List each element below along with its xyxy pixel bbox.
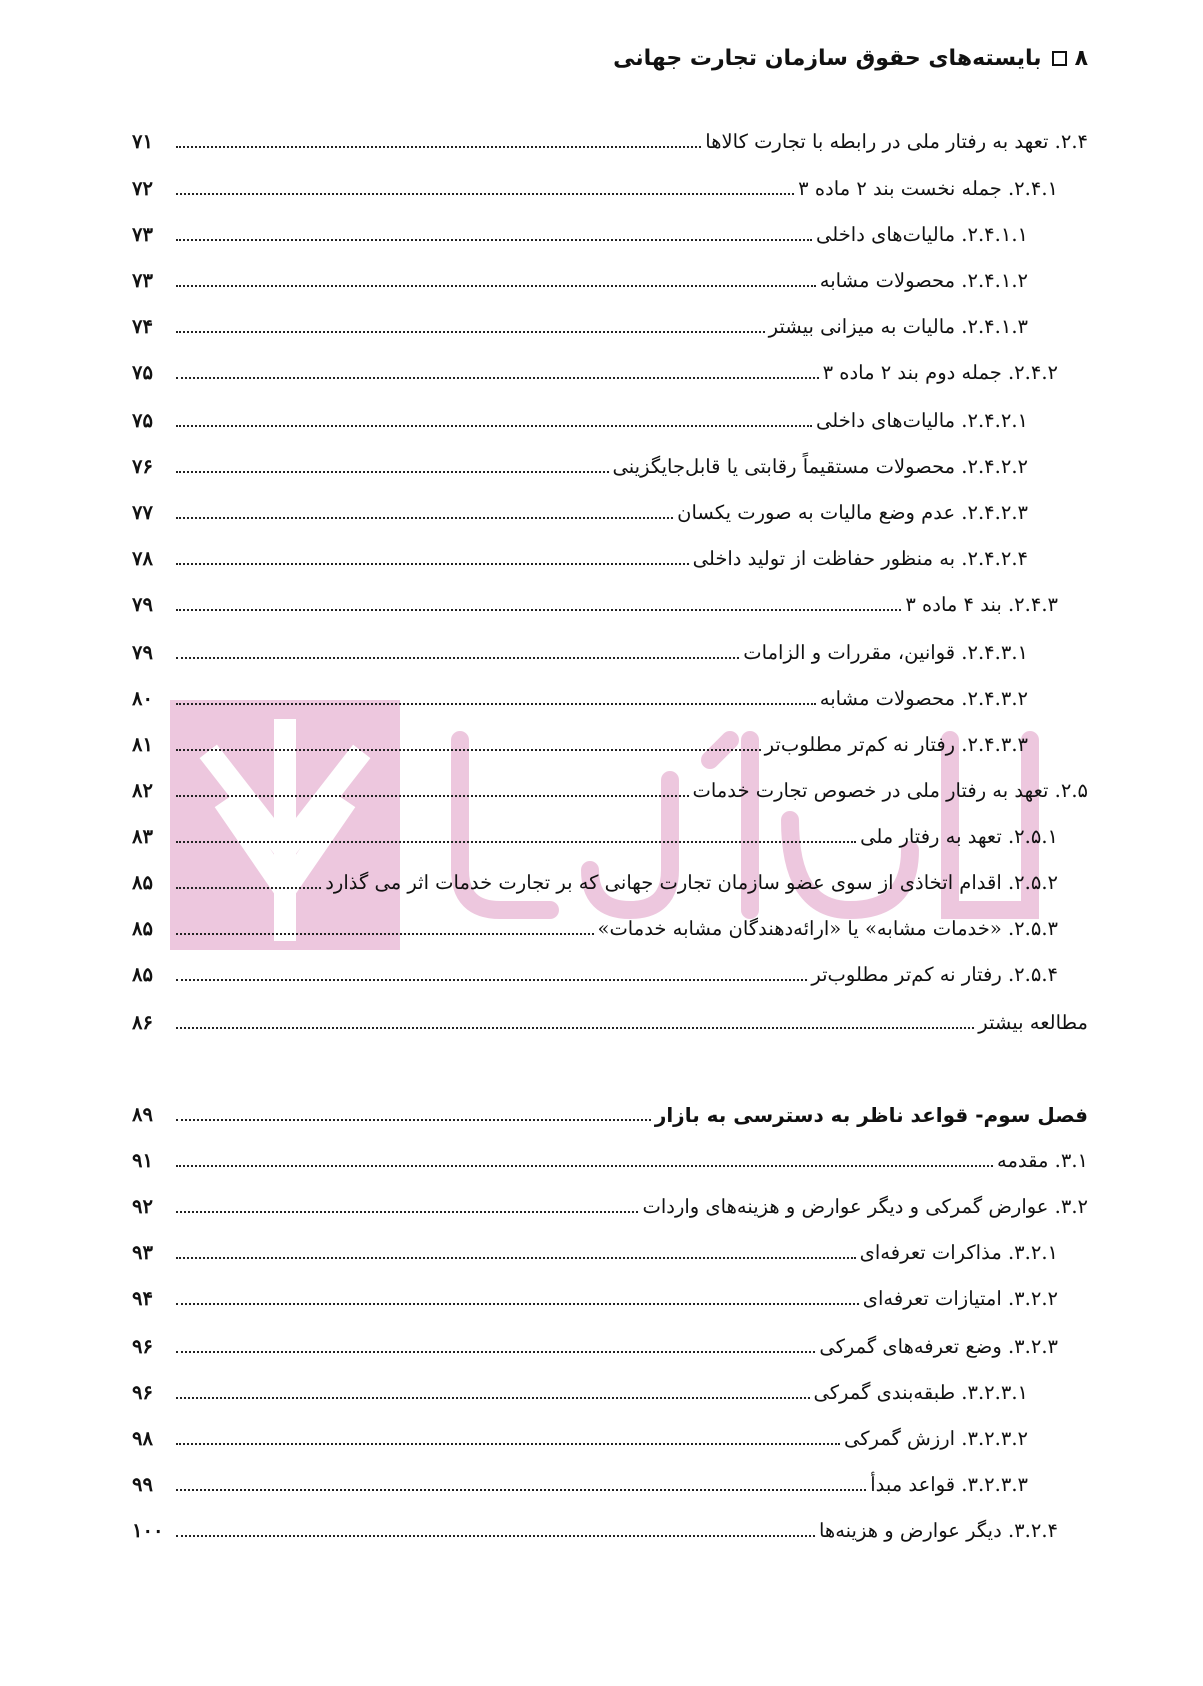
toc-entry-title: ۲.۴.۱.۳. مالیات به میزانی بیشتر: [768, 315, 1028, 338]
dot-leader: [176, 1257, 856, 1259]
toc-entry: [132, 352, 1088, 386]
dot-leader: [176, 1489, 866, 1491]
toc-entry-page: ۸۳: [132, 825, 153, 848]
toc-entry-page: ۹۴: [132, 1287, 153, 1310]
toc-entry-title: ۲.۴.۱.۱. مالیات‌های داخلی: [816, 223, 1028, 246]
toc-entry: [132, 1140, 1088, 1174]
toc-entry-page: ۹۲: [132, 1195, 153, 1218]
dot-leader: [176, 1165, 993, 1167]
dot-leader: [176, 1535, 815, 1537]
toc-entry-title: ۲.۴.۳.۳. رفتار نه کم‌تر مطلوب‌تر: [764, 733, 1028, 756]
toc-entry: [132, 678, 1088, 712]
toc-entry-page: ۹۹: [132, 1473, 153, 1496]
dot-leader: [176, 1443, 840, 1445]
toc-entry-page: ۷۹: [132, 641, 153, 664]
toc-entry: [132, 400, 1088, 434]
dot-leader: [176, 1119, 651, 1121]
toc-entry-page: ۷۱: [132, 130, 153, 153]
toc-entry: [132, 908, 1088, 942]
dot-leader: [176, 239, 812, 241]
toc-entry: [132, 446, 1088, 480]
book-title: بایسته‌های حقوق سازمان تجارت جهانی: [613, 46, 1042, 71]
toc-entry: [132, 1094, 1088, 1128]
toc-entry-title: ۲.۴.۳.۱. قوانین، مقررات و الزامات: [743, 641, 1028, 664]
toc-entry-page: ۷۸: [132, 547, 153, 570]
toc-entry-page: ۹۶: [132, 1335, 153, 1358]
dot-leader: [176, 331, 765, 333]
toc-entry: [132, 1002, 1088, 1036]
toc-entry-page: ۸۵: [132, 917, 153, 940]
dot-leader: [176, 1351, 815, 1353]
dot-leader: [176, 703, 816, 705]
dot-leader: [176, 377, 819, 379]
toc-entry: [132, 492, 1088, 526]
dot-leader: [176, 563, 689, 565]
dot-leader: [176, 749, 761, 751]
toc-entry-page: ۷۷: [132, 501, 153, 524]
toc-entry-title: ۲.۴.۳.۲. محصولات مشابه: [819, 687, 1028, 710]
toc-entry-page: ۸۱: [132, 733, 153, 756]
toc-entry: [132, 632, 1088, 666]
toc-entry: [132, 816, 1088, 850]
toc-entry-title: ۲.۵.۱. تعهد به رفتار ملی: [860, 825, 1058, 848]
toc-entry-title: ۲.۴. تعهد به رفتار ملی در رابطه با تجارت کالاها: [705, 130, 1088, 153]
dot-leader: [176, 979, 807, 981]
dot-leader: [176, 193, 794, 195]
toc-entry-title: ۲.۵.۴. رفتار نه کم‌تر مطلوب‌تر: [811, 963, 1058, 986]
toc-entry-page: ۷۹: [132, 593, 153, 616]
toc-entry: [132, 1372, 1088, 1406]
toc-entry-page: ۸۶: [132, 1011, 153, 1034]
toc-entry-page: ۸۲: [132, 779, 153, 802]
toc-entry: [132, 584, 1088, 618]
toc-entry-title: ۳.۲. عوارض گمرکی و دیگر عوارض و هزینه‌های واردات: [642, 1195, 1088, 1218]
toc-entry: [132, 770, 1088, 804]
toc-entry-page: ۸۰: [132, 687, 153, 710]
toc-entry-page: ۷۴: [132, 315, 153, 338]
toc-entry-page: ۸۹: [132, 1103, 153, 1126]
toc-entry: [132, 1278, 1088, 1312]
toc-entry-page: ۷۶: [132, 455, 153, 478]
toc-entry-title: مطالعه بیشتر: [978, 1011, 1088, 1034]
toc-entry-page: ۸۵: [132, 963, 153, 986]
toc-entry-title: ۲.۴.۲. جمله دوم بند ۲ ماده ۳: [822, 361, 1058, 384]
toc-entry: [132, 1418, 1088, 1452]
dot-leader: [176, 933, 594, 935]
toc-entry-page: ۷۵: [132, 409, 153, 432]
dot-leader: [176, 285, 816, 287]
toc-entry: [132, 214, 1088, 248]
toc-entry: [132, 1510, 1088, 1544]
toc-entry-page: ۹۳: [132, 1241, 153, 1264]
dot-leader: [176, 425, 812, 427]
toc-entry: [132, 1464, 1088, 1498]
toc-entry-page: ۹۸: [132, 1427, 153, 1450]
dot-leader: [176, 1027, 974, 1029]
toc-entry-title: ۳.۲.۳. وضع تعرفه‌های گمرکی: [819, 1335, 1058, 1358]
toc-entry-title: ۲.۵.۳. «خدمات مشابه» یا «ارائه‌دهندگان مشابه خدمات»: [597, 917, 1058, 940]
dot-leader: [176, 609, 901, 611]
toc-entry-title: ۳.۲.۲. امتیازات تعرفه‌ای: [862, 1287, 1058, 1310]
dot-leader: [176, 841, 856, 843]
toc-entry-title: ۲.۵.۲. اقدام اتخاذی از سوی عضو سازمان تجارت جهانی که بر تجارت خدمات اثر می گذارد: [325, 871, 1058, 894]
toc-entry-title: ۲.۵. تعهد به رفتار ملی در خصوص تجارت خدمات: [692, 779, 1088, 802]
toc-entry-title: ۲.۴.۱.۲. محصولات مشابه: [819, 269, 1028, 292]
toc-entry-title: ۳.۲.۳.۱. طبقه‌بندی گمرکی: [813, 1381, 1028, 1404]
dot-leader: [176, 1211, 638, 1213]
dot-leader: [176, 657, 739, 659]
toc-entry: [132, 306, 1088, 340]
toc-entry: [132, 168, 1088, 202]
toc-entry-page: ۱۰۰: [132, 1519, 164, 1542]
toc-entry-title: ۳.۲.۳.۳. قواعد مبدأ: [870, 1473, 1028, 1496]
toc-entry-page: ۸۵: [132, 871, 153, 894]
dot-leader: [176, 517, 673, 519]
toc-entry-title: ۳.۱. مقدمه: [997, 1149, 1088, 1172]
toc-entry-title: ۲.۴.۳. بند ۴ ماده ۳: [905, 593, 1058, 616]
toc-entry-page: ۷۳: [132, 223, 153, 246]
toc-entry-title: ۳.۲.۱. مذاکرات تعرفه‌ای: [859, 1241, 1058, 1264]
toc-entry: [132, 1326, 1088, 1360]
toc-entry: [132, 260, 1088, 294]
toc-entry: [132, 862, 1088, 896]
toc-entry-title: ۲.۴.۲.۴. به منظور حفاظت از تولید داخلی: [692, 547, 1028, 570]
dot-leader: [176, 146, 701, 148]
toc-entry-title: ۲.۴.۲.۱. مالیات‌های داخلی: [816, 409, 1028, 432]
page-number: ۸: [1074, 46, 1088, 71]
toc-entry: [132, 954, 1088, 988]
dot-leader: [176, 887, 321, 889]
toc-entry-page: ۹۱: [132, 1149, 153, 1172]
toc-entry: [132, 1232, 1088, 1266]
toc-entry: [132, 1186, 1088, 1220]
toc-entry: [132, 538, 1088, 572]
toc-entry-page: ۷۵: [132, 361, 153, 384]
dot-leader: [176, 1303, 859, 1305]
toc-entry-page: ۷۳: [132, 269, 153, 292]
toc-entry-page: ۷۲: [132, 177, 153, 200]
dot-leader: [176, 471, 609, 473]
toc-entry-title: ۲.۴.۲.۳. عدم وضع مالیات به صورت یکسان: [677, 501, 1028, 524]
toc-entry: [132, 121, 1088, 155]
toc-entry-title: ۳.۲.۴. دیگر عوارض و هزینه‌ها: [818, 1519, 1058, 1542]
dot-leader: [176, 795, 689, 797]
dot-leader: [176, 1397, 810, 1399]
toc-entry-title: فصل سوم- قواعد ناظر به دسترسی به بازار: [654, 1103, 1088, 1127]
toc-entry-title: ۲.۴.۱. جمله نخست بند ۲ ماده ۳: [798, 177, 1058, 200]
toc-entry-title: ۳.۲.۳.۲. ارزش گمرکی: [843, 1427, 1028, 1450]
toc-entry: [132, 724, 1088, 758]
toc-entry-title: ۲.۴.۲.۲. محصولات مستقیماً رقابتی یا قابل‌جایگزینی: [612, 455, 1028, 478]
toc-entry-page: ۹۶: [132, 1381, 153, 1404]
